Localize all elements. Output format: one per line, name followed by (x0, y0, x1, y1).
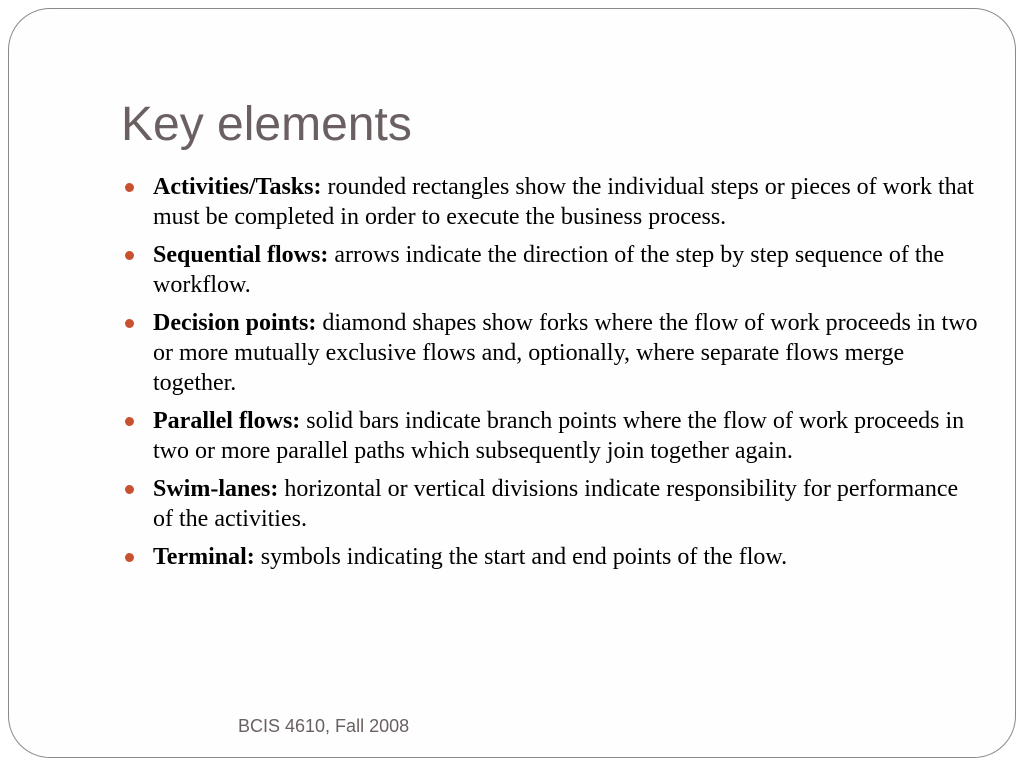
bullet-item (121, 240, 981, 300)
slide-frame (8, 8, 1016, 758)
slide-title: Key elements (121, 98, 412, 151)
bullet-item (121, 172, 981, 232)
bullet-list (121, 172, 981, 580)
slide-footer: BCIS 4610, Fall 2008 (238, 716, 410, 736)
bullet-term: Parallel flows: (153, 408, 301, 434)
bullet-term: Terminal: (153, 544, 255, 570)
bullet-dot-icon (125, 251, 134, 260)
bullet-text: rounded rectangles show the individual steps or pieces of work that must be completed in order to execute the business process. (153, 174, 974, 230)
bullet-term: Sequential flows: (153, 242, 329, 268)
bullet-item (121, 406, 981, 466)
bullet-dot-icon (125, 485, 134, 494)
bullet-term: Activities/Tasks: (153, 174, 322, 200)
bullet-dot-icon (125, 417, 134, 426)
bullet-item (121, 474, 981, 534)
bullet-dot-icon (125, 319, 134, 328)
bullet-term: Swim-lanes: (153, 476, 279, 502)
bullet-text: horizontal or vertical divisions indicate responsibility for performance of the activities. (153, 476, 959, 532)
bullet-dot-icon (125, 183, 134, 192)
bullet-text: solid bars indicate branch points where the flow of work proceeds in two or more parallel paths which subsequently join together again. (153, 408, 965, 464)
bullet-text: diamond shapes show forks where the flow of work proceeds in two or more mutually exclusive flows and, optionally, where separate flows merge together. (153, 310, 978, 396)
bullet-item (121, 542, 981, 572)
bullet-term: Decision points: (153, 310, 317, 336)
bullet-text: arrows indicate the direction of the step by step sequence of the workflow. (153, 242, 945, 298)
bullet-item (121, 308, 981, 398)
bullet-text: symbols indicating the start and end points of the flow. (254, 544, 788, 570)
bullet-dot-icon (125, 553, 134, 562)
